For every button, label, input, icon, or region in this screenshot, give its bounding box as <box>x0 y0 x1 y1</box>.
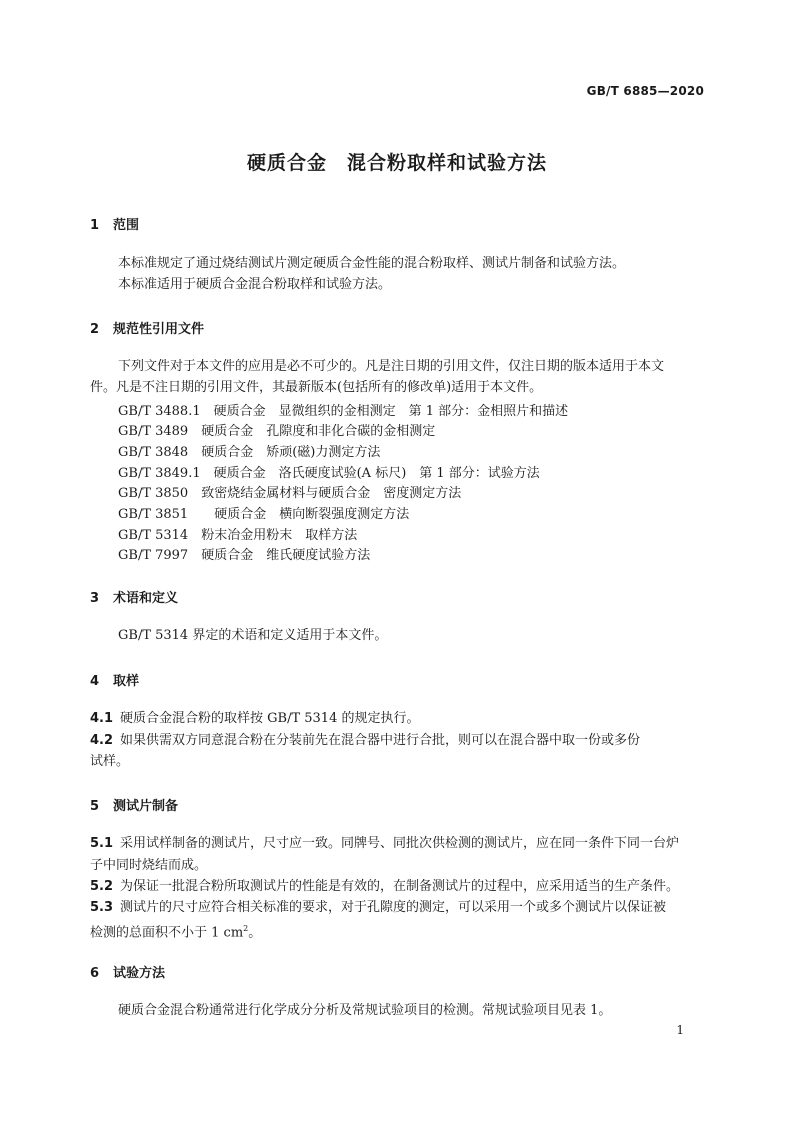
reference-item: GB/T 3488.1 硬质合金 显微组织的金相测定 第 1 部分：金相照片和描述 <box>118 404 569 419</box>
section-4-heading <box>90 670 139 689</box>
document-title <box>0 148 794 175</box>
standard-code: GB/T 6885—2020 <box>586 84 704 98</box>
section-number: 1 <box>90 218 100 233</box>
section-title: 术语和定义 <box>113 591 179 606</box>
reference-item: GB/T 5314 粉末冶金用粉末 取样方法 <box>118 528 358 543</box>
reference-item: GB/T 3850 致密烧结金属材料与硬质合金 密度测定方法 <box>118 486 462 501</box>
title-part-2: 混合粉取样和试验方法 <box>347 152 548 174</box>
clause-4-1 <box>90 709 419 729</box>
clause-text: 如果供需双方同意混合粉在分装前先在混合器中进行合批，则可以在混合器中取一份或多份 <box>120 733 641 748</box>
title-part-1: 硬质合金 <box>246 152 327 174</box>
clause-number: 5.3 <box>90 900 114 915</box>
section-6-heading <box>90 962 165 981</box>
clause-text: 硬质合金混合粉的取样按 GB/T 5314 的规定执行。 <box>120 711 420 726</box>
section-3-heading <box>90 587 178 606</box>
clause-number: 4.2 <box>90 733 114 748</box>
paragraph: 本标准规定了通过烧结测试片测定硬质合金性能的混合粉取样、测试片制备和试验方法。 <box>118 256 626 271</box>
clause-number: 5.1 <box>90 836 114 851</box>
clause-5-2 <box>90 877 679 897</box>
section-2-heading <box>90 318 204 337</box>
clause-text: 为保证一批混合粉所取测试片的性能是有效的，在制备测试片的过程中，应采用适当的生产条件。 <box>120 879 680 894</box>
section-title: 范围 <box>113 218 140 233</box>
section-5-heading <box>90 795 178 814</box>
section-number: 6 <box>90 966 100 981</box>
section-number: 4 <box>90 674 100 689</box>
paragraph: 硬质合金混合粉通常进行化学成分分析及常规试验项目的检测。常规试验项目见表 1。 <box>118 1003 612 1018</box>
section-title: 试验方法 <box>113 966 166 981</box>
reference-item: GB/T 3849.1 硬质合金 洛氏硬度试验(A 标尺) 第 1 部分：试验方法 <box>118 466 540 481</box>
clause-4-2 <box>90 731 640 751</box>
reference-item: GB/T 3489 硬质合金 孔隙度和非化合碳的金相测定 <box>118 424 436 439</box>
clause-number: 5.2 <box>90 879 114 894</box>
section-title: 测试片制备 <box>113 799 179 814</box>
paragraph: GB/T 5314 界定的术语和定义适用于本文件。 <box>118 628 388 643</box>
reference-item: GB/T 3851 硬质合金 横向断裂强度测定方法 <box>118 507 410 522</box>
clause-continuation: 试样。 <box>90 754 130 769</box>
section-number: 2 <box>90 322 100 337</box>
clause-continuation: 子中同时烧结而成。 <box>90 858 208 873</box>
section-1-heading <box>90 214 139 233</box>
clause-5-3 <box>90 898 666 918</box>
paragraph: 本标准适用于硬质合金混合粉取样和试验方法。 <box>118 277 392 292</box>
section-title: 规范性引用文件 <box>113 322 205 337</box>
clause-text: 检测的总面积不小于 1 cm <box>90 925 244 941</box>
clause-text: 测试片的尺寸应符合相关标准的要求，对于孔隙度的测定，可以采用一个或多个测试片以保证被 <box>120 900 667 915</box>
reference-item: GB/T 7997 硬质合金 维氏硬度试验方法 <box>118 548 371 563</box>
section-number: 3 <box>90 591 100 606</box>
clause-text: 。 <box>248 925 262 941</box>
clause-continuation <box>90 919 261 943</box>
page-number: 1 <box>676 1023 684 1037</box>
clause-5-1 <box>90 834 679 854</box>
clause-text: 采用试样制备的测试片，尺寸应一致。同牌号、同批次供检测的测试片，应在同一条件下同一台炉 <box>120 836 680 851</box>
section-number: 5 <box>90 799 100 814</box>
paragraph-continuation: 件。凡是不注日期的引用文件，其最新版本(包括所有的修改单)适用于本文件。 <box>90 380 543 395</box>
superscript: 2 <box>243 924 249 933</box>
paragraph: 下列文件对于本文件的应用是必不可少的。凡是注日期的引用文件，仅注日期的版本适用于本文 <box>118 359 665 374</box>
section-title: 取样 <box>113 674 140 689</box>
clause-number: 4.1 <box>90 711 114 726</box>
reference-item: GB/T 3848 硬质合金 矫顽(磁)力测定方法 <box>118 445 381 460</box>
